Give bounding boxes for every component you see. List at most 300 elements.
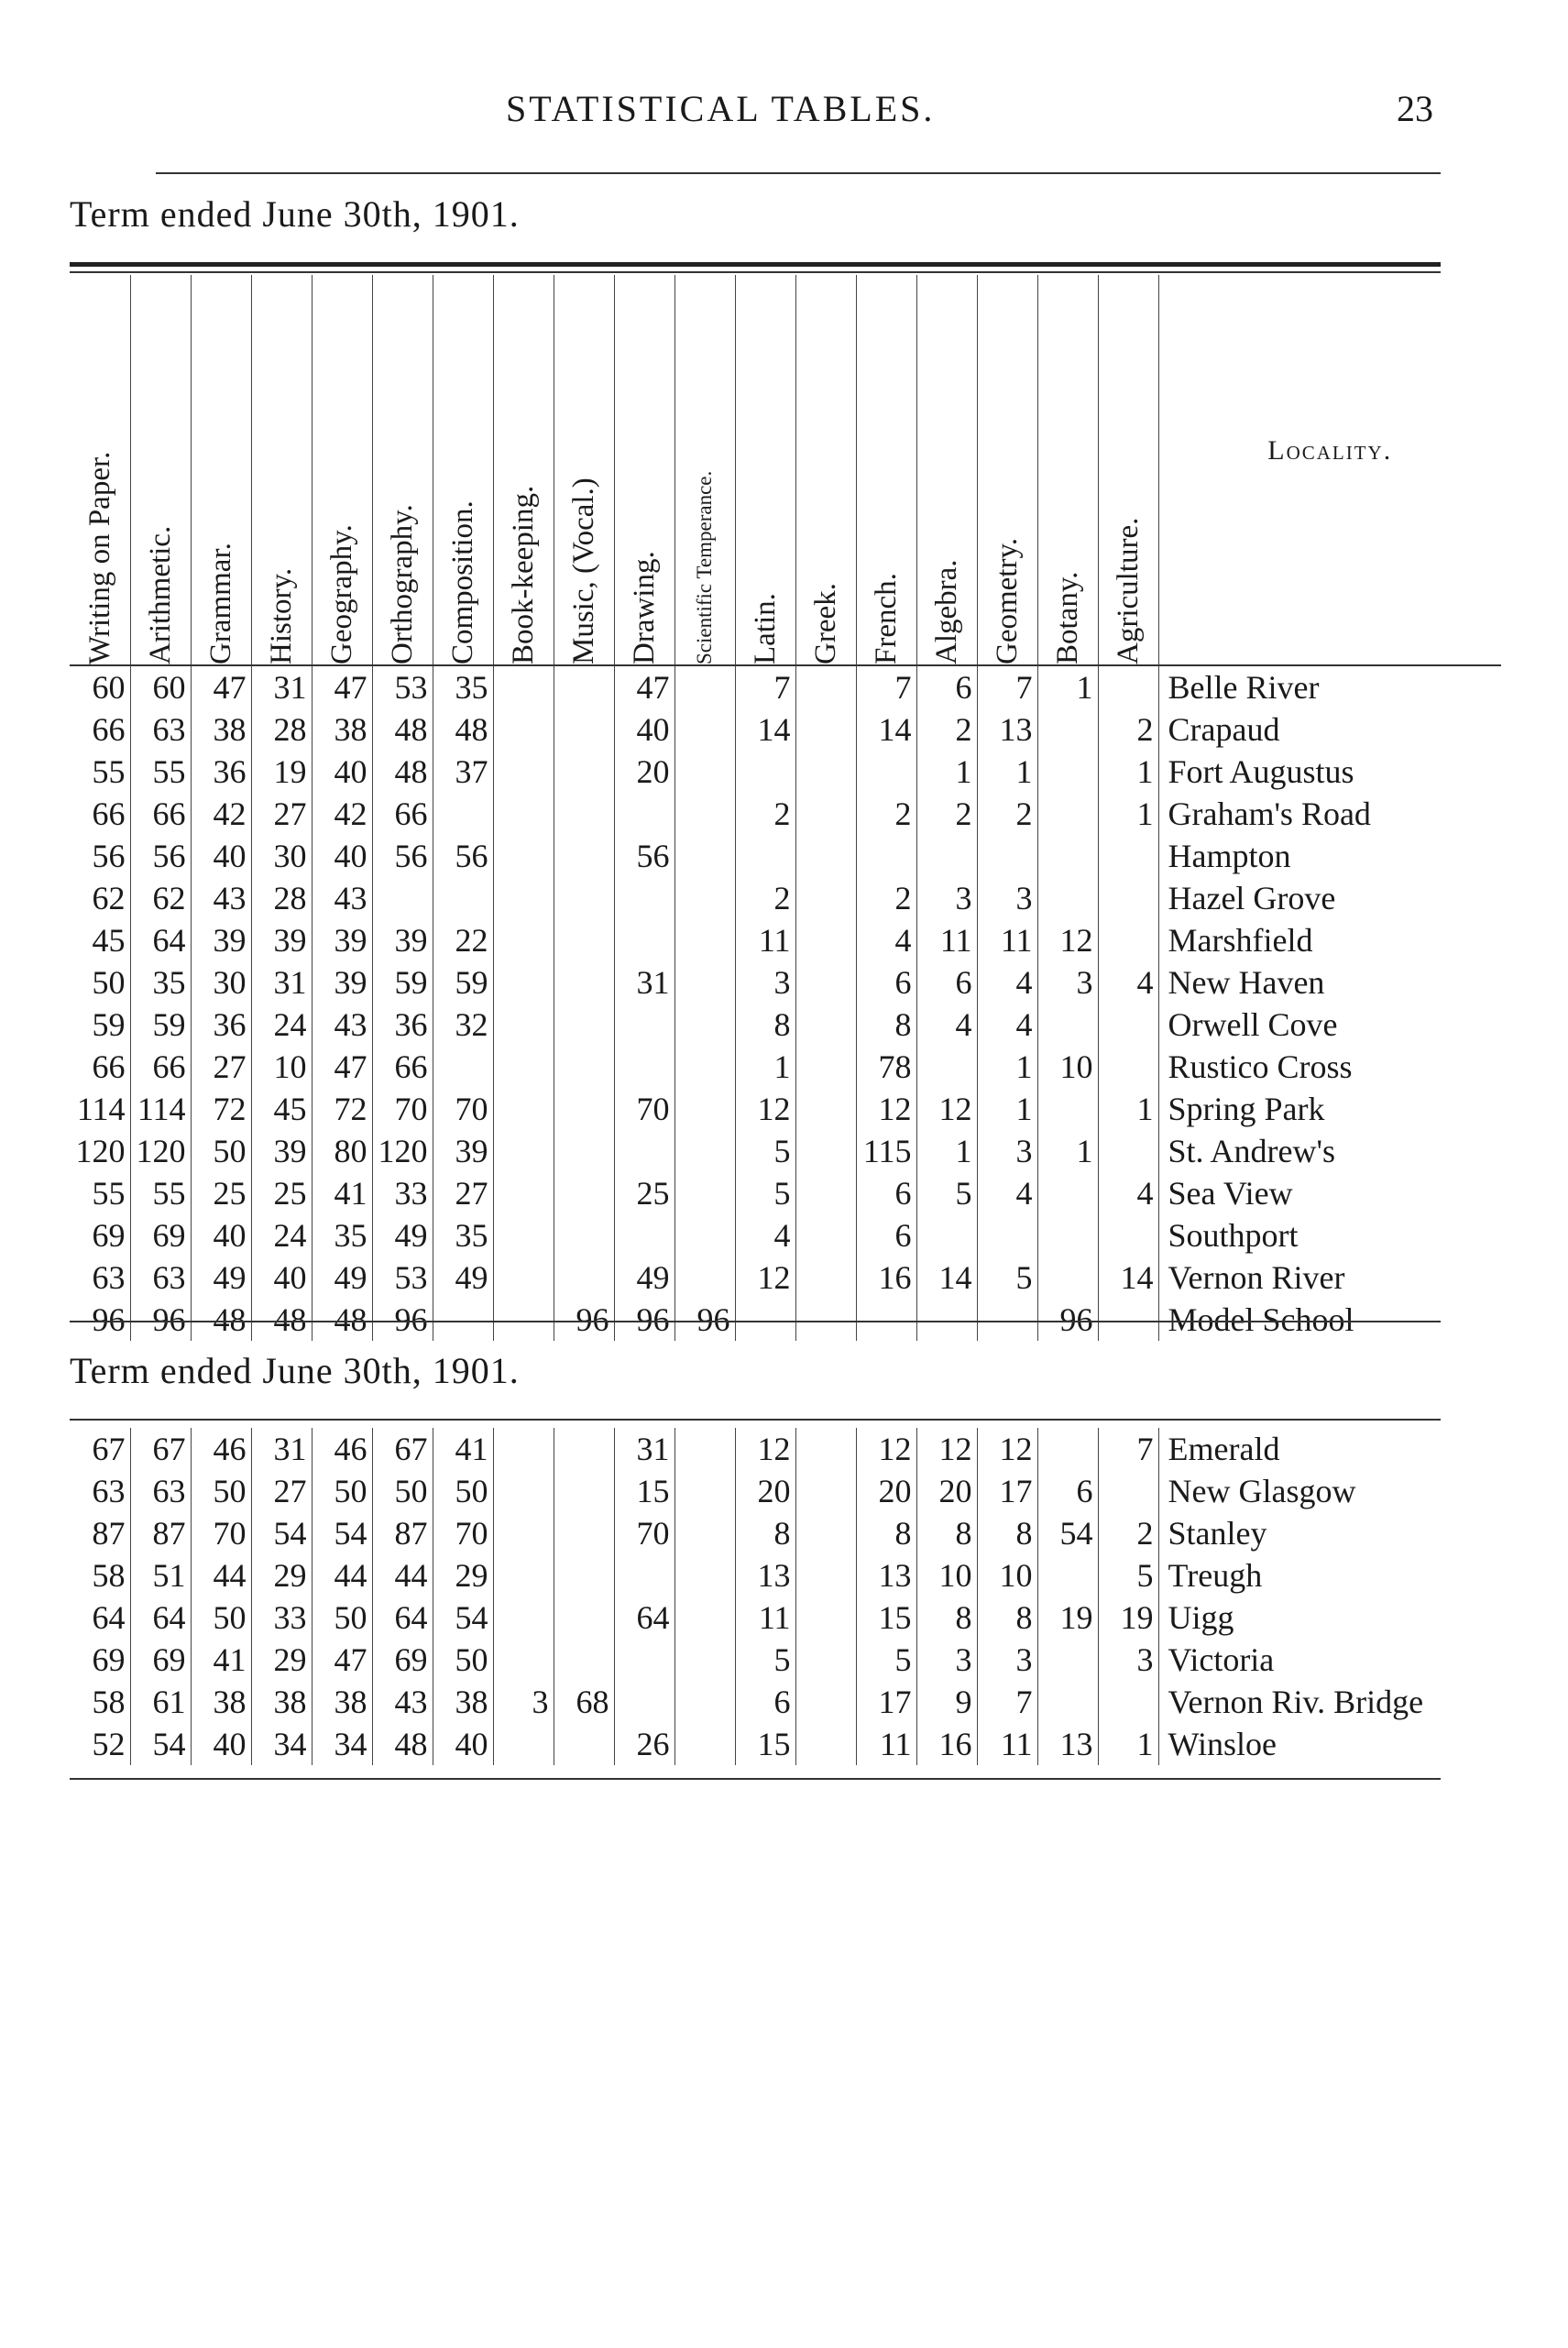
table-row <box>70 793 1501 835</box>
table-cell <box>795 877 856 919</box>
table-cell <box>977 835 1037 877</box>
locality-cell: Victoria <box>1158 1639 1501 1681</box>
table-cell <box>493 919 554 961</box>
table-cell: 30 <box>251 835 312 877</box>
table-cell: 54 <box>433 1596 493 1639</box>
table-cell: 43 <box>191 877 251 919</box>
page-number: 23 <box>1397 88 1433 129</box>
table-cell <box>1037 1639 1098 1681</box>
table-cell: 50 <box>191 1596 251 1639</box>
table-cell: 20 <box>735 1470 795 1512</box>
table-cell: 11 <box>977 1723 1037 1765</box>
table-cell: 4 <box>916 1004 977 1046</box>
table-cell <box>433 1046 493 1088</box>
table-cell: 49 <box>372 1214 433 1256</box>
table-cell <box>554 1428 614 1470</box>
table-cell <box>554 1554 614 1596</box>
table-cell <box>795 1596 856 1639</box>
table-cell: 3 <box>916 877 977 919</box>
table-cell: 56 <box>92 838 126 874</box>
column-header <box>1158 275 1501 665</box>
table-cell <box>493 708 554 751</box>
table-cell: 29 <box>251 1639 312 1681</box>
locality-cell: Hampton <box>1158 835 1501 877</box>
column-header <box>554 275 614 665</box>
table-cell: 58 <box>92 1684 126 1720</box>
table-cell: 67 <box>130 1428 191 1470</box>
table-cell: 66 <box>92 1048 126 1085</box>
table-cell: 28 <box>251 877 312 919</box>
table-cell: 69 <box>130 1639 191 1681</box>
table-cell: 40 <box>433 1723 493 1765</box>
table-cell: 40 <box>312 751 372 793</box>
table-cell: 41 <box>433 1428 493 1470</box>
table-cell: 7 <box>856 665 916 708</box>
table-cell <box>1098 1214 1158 1256</box>
table-cell <box>493 1172 554 1214</box>
table-cell: 8 <box>735 1004 795 1046</box>
table-cell: 96 <box>554 1299 614 1341</box>
table-cell: 1 <box>977 1046 1037 1088</box>
table-cell: 87 <box>92 1515 126 1552</box>
table-cell <box>674 1554 735 1596</box>
table-cell: 6 <box>916 961 977 1004</box>
table-cell: 5 <box>735 1172 795 1214</box>
table-cell: 27 <box>433 1172 493 1214</box>
table-cell <box>614 877 674 919</box>
table-cell: 66 <box>130 793 191 835</box>
table-cell: 6 <box>856 1214 916 1256</box>
table-cell: 2 <box>856 793 916 835</box>
table-cell: 64 <box>130 919 191 961</box>
column-header-label: Botany. <box>1051 571 1084 664</box>
locality-cell: Model School <box>1158 1299 1501 1341</box>
table-cell <box>1037 793 1098 835</box>
column-header-label: Greek. <box>809 583 842 664</box>
table-cell: 20 <box>916 1470 977 1512</box>
table-cell <box>795 1172 856 1214</box>
locality-cell: Emerald <box>1158 1428 1501 1470</box>
table-cell <box>1098 665 1158 708</box>
column-header <box>312 275 372 665</box>
table-cell: 61 <box>130 1681 191 1723</box>
table-cell: 48 <box>372 708 433 751</box>
column-header-label: Music, (Vocal.) <box>567 477 600 664</box>
table-cell <box>554 1256 614 1299</box>
table-cell: 7 <box>977 1681 1037 1723</box>
column-header-label: Book-keeping. <box>507 485 540 664</box>
table-cell <box>1098 1299 1158 1341</box>
table-cell: 48 <box>251 1299 312 1341</box>
table-cell: 3 <box>977 1639 1037 1681</box>
table-row <box>70 1046 1501 1088</box>
table-cell <box>554 1214 614 1256</box>
table-cell: 50 <box>191 1130 251 1172</box>
table-cell <box>795 1428 856 1470</box>
table-cell: 33 <box>372 1172 433 1214</box>
table-cell: 41 <box>312 1172 372 1214</box>
table-cell: 50 <box>312 1470 372 1512</box>
table-cell: 13 <box>1037 1723 1098 1765</box>
table-cell <box>554 1596 614 1639</box>
table-1-header-row <box>70 275 1501 665</box>
table-cell: 67 <box>372 1428 433 1470</box>
table-cell: 14 <box>856 708 916 751</box>
table-cell: 3 <box>977 1130 1037 1172</box>
table-cell: 13 <box>856 1554 916 1596</box>
table-cell: 25 <box>251 1172 312 1214</box>
table-cell: 63 <box>130 708 191 751</box>
table-cell: 37 <box>433 751 493 793</box>
table-cell: 15 <box>735 1723 795 1765</box>
table-cell: 50 <box>433 1639 493 1681</box>
table-cell: 5 <box>856 1639 916 1681</box>
table-cell: 120 <box>75 1133 126 1169</box>
table-cell: 20 <box>856 1470 916 1512</box>
table-cell: 15 <box>856 1596 916 1639</box>
table-cell <box>1098 919 1158 961</box>
table-cell: 66 <box>92 795 126 832</box>
table-cell: 39 <box>372 919 433 961</box>
table-cell: 26 <box>614 1723 674 1765</box>
table-cell <box>493 1004 554 1046</box>
table-cell: 66 <box>372 1046 433 1088</box>
table-cell: 59 <box>92 1006 126 1043</box>
table-cell <box>493 1130 554 1172</box>
table-cell: 10 <box>1037 1046 1098 1088</box>
table-cell <box>554 1470 614 1512</box>
table-cell: 13 <box>735 1554 795 1596</box>
table-cell: 36 <box>191 751 251 793</box>
table-cell: 3 <box>735 961 795 1004</box>
table-cell: 41 <box>191 1639 251 1681</box>
table-cell: 43 <box>312 877 372 919</box>
table-cell <box>795 751 856 793</box>
table-cell: 4 <box>977 961 1037 1004</box>
table-cell: 28 <box>251 708 312 751</box>
table-cell <box>554 793 614 835</box>
table-row <box>70 1299 1501 1341</box>
table-cell: 11 <box>735 1596 795 1639</box>
column-header-label: Agriculture. <box>1112 517 1145 664</box>
table-cell: 40 <box>251 1256 312 1299</box>
table-cell: 35 <box>433 665 493 708</box>
column-header-label: Geography. <box>325 524 358 664</box>
table-cell: 66 <box>130 1046 191 1088</box>
table-cell <box>1098 835 1158 877</box>
table-row <box>70 1088 1501 1130</box>
table-cell: 8 <box>977 1512 1037 1554</box>
table-cell: 2 <box>916 708 977 751</box>
table-row <box>70 1723 1501 1765</box>
table-cell: 59 <box>372 961 433 1004</box>
table-cell <box>795 1681 856 1723</box>
table-cell <box>674 1723 735 1765</box>
section-2-title: Term ended June 30th, 1901. <box>70 1350 520 1391</box>
table-cell: 47 <box>312 1046 372 1088</box>
table-cell <box>795 708 856 751</box>
table-cell: 40 <box>191 1723 251 1765</box>
table-cell: 51 <box>130 1554 191 1596</box>
table-cell: 36 <box>191 1004 251 1046</box>
table-cell: 14 <box>735 708 795 751</box>
table-cell: 27 <box>191 1046 251 1088</box>
table-cell: 12 <box>916 1428 977 1470</box>
table-cell: 38 <box>312 708 372 751</box>
table-cell: 17 <box>977 1470 1037 1512</box>
table-cell: 29 <box>433 1554 493 1596</box>
table-cell <box>735 835 795 877</box>
table-cell: 39 <box>433 1130 493 1172</box>
locality-cell: Stanley <box>1158 1512 1501 1554</box>
table-cell: 45 <box>92 922 126 959</box>
table-cell <box>493 1088 554 1130</box>
table-cell <box>493 793 554 835</box>
table-cell: 66 <box>372 793 433 835</box>
column-header-label: Geometry. <box>991 537 1024 664</box>
table-cell <box>493 1428 554 1470</box>
table-cell <box>493 751 554 793</box>
table-cell <box>614 793 674 835</box>
table-cell <box>493 961 554 1004</box>
table-cell: 39 <box>251 919 312 961</box>
table-cell: 12 <box>1037 919 1098 961</box>
table-cell: 12 <box>856 1088 916 1130</box>
table-cell: 55 <box>130 1172 191 1214</box>
table-cell: 69 <box>130 1214 191 1256</box>
table-row <box>70 1512 1501 1554</box>
table-cell <box>1037 877 1098 919</box>
locality-cell: Winsloe <box>1158 1723 1501 1765</box>
table-cell <box>554 1088 614 1130</box>
locality-cell: Rustico Cross <box>1158 1046 1501 1088</box>
table-cell: 2 <box>856 877 916 919</box>
table-row <box>70 1004 1501 1046</box>
table-cell: 96 <box>92 1301 126 1338</box>
table-cell: 64 <box>92 1599 126 1636</box>
table-cell: 10 <box>916 1554 977 1596</box>
table-cell <box>856 1299 916 1341</box>
table-row <box>70 877 1501 919</box>
table-cell: 52 <box>92 1726 126 1762</box>
table-cell <box>674 835 735 877</box>
table-cell <box>554 665 614 708</box>
table-cell <box>674 665 735 708</box>
table-cell: 49 <box>614 1256 674 1299</box>
table-cell: 2 <box>916 793 977 835</box>
table-cell <box>795 919 856 961</box>
column-header <box>493 275 554 665</box>
table-row <box>70 1596 1501 1639</box>
table-cell <box>795 1723 856 1765</box>
table-row <box>70 1256 1501 1299</box>
table-cell: 9 <box>916 1681 977 1723</box>
table-cell <box>674 961 735 1004</box>
table-cell: 87 <box>130 1512 191 1554</box>
table-cell <box>1037 1088 1098 1130</box>
column-header-label: Latin. <box>749 593 782 664</box>
table-cell: 50 <box>372 1470 433 1512</box>
table-cell <box>554 877 614 919</box>
table-cell: 8 <box>856 1004 916 1046</box>
table-cell: 20 <box>614 751 674 793</box>
locality-cell: Belle River <box>1158 665 1501 708</box>
table-cell: 56 <box>130 835 191 877</box>
table-cell <box>1037 751 1098 793</box>
table-cell <box>1037 1214 1098 1256</box>
table-cell: 35 <box>130 961 191 1004</box>
locality-cell: Hazel Grove <box>1158 877 1501 919</box>
table-cell: 2 <box>735 793 795 835</box>
table-cell <box>493 1214 554 1256</box>
table-cell: 31 <box>614 961 674 1004</box>
table-cell: 39 <box>312 919 372 961</box>
column-header <box>795 275 856 665</box>
table-cell <box>795 961 856 1004</box>
table-cell: 120 <box>372 1130 433 1172</box>
table-cell: 12 <box>735 1088 795 1130</box>
table-cell: 1 <box>735 1046 795 1088</box>
table-cell <box>554 1639 614 1681</box>
table-cell: 2 <box>1098 708 1158 751</box>
table-cell: 64 <box>130 1596 191 1639</box>
table-cell: 27 <box>251 793 312 835</box>
locality-cell: New Glasgow <box>1158 1470 1501 1512</box>
table-cell <box>674 1172 735 1214</box>
locality-cell: Southport <box>1158 1214 1501 1256</box>
table-cell <box>674 1596 735 1639</box>
table-cell <box>977 1299 1037 1341</box>
table-cell: 44 <box>191 1554 251 1596</box>
table-cell: 59 <box>433 961 493 1004</box>
locality-cell: Spring Park <box>1158 1088 1501 1130</box>
table-cell: 19 <box>1098 1596 1158 1639</box>
table-cell: 96 <box>130 1299 191 1341</box>
table-cell: 46 <box>191 1428 251 1470</box>
table-cell <box>916 1046 977 1088</box>
table-row <box>70 1470 1501 1512</box>
table-cell: 4 <box>735 1214 795 1256</box>
table-cell <box>614 1554 674 1596</box>
table-cell: 96 <box>372 1299 433 1341</box>
table-cell: 31 <box>251 1428 312 1470</box>
table-cell <box>674 1004 735 1046</box>
locality-cell: Vernon River <box>1158 1256 1501 1299</box>
table-cell <box>493 1596 554 1639</box>
table-cell: 43 <box>312 1004 372 1046</box>
table-cell: 45 <box>251 1088 312 1130</box>
table-cell <box>493 1639 554 1681</box>
table-cell <box>674 708 735 751</box>
table-cell <box>493 1046 554 1088</box>
table-row <box>70 1639 1501 1681</box>
table-cell: 3 <box>1037 961 1098 1004</box>
table-cell: 10 <box>251 1046 312 1088</box>
table-cell: 33 <box>251 1596 312 1639</box>
table-cell: 13 <box>977 708 1037 751</box>
locality-cell: Uigg <box>1158 1596 1501 1639</box>
table-cell: 12 <box>977 1428 1037 1470</box>
table-cell: 60 <box>92 669 126 706</box>
table-cell <box>674 1256 735 1299</box>
column-header-label: Drawing. <box>628 551 661 664</box>
table-cell <box>554 751 614 793</box>
table-cell: 67 <box>92 1431 126 1467</box>
locality-cell: Graham's Road <box>1158 793 1501 835</box>
table-cell: 70 <box>433 1088 493 1130</box>
table-cell <box>856 835 916 877</box>
table-cell: 96 <box>1037 1299 1098 1341</box>
locality-cell: Crapaud <box>1158 708 1501 751</box>
locality-cell: Sea View <box>1158 1172 1501 1214</box>
table-cell: 56 <box>614 835 674 877</box>
table-cell: 1 <box>977 751 1037 793</box>
table-cell <box>795 1214 856 1256</box>
locality-cell: Orwell Cove <box>1158 1004 1501 1046</box>
table-cell: 27 <box>251 1470 312 1512</box>
table-row <box>70 835 1501 877</box>
table-cell: 70 <box>372 1088 433 1130</box>
table-cell: 16 <box>856 1256 916 1299</box>
table-cell: 55 <box>92 753 126 790</box>
table-cell: 120 <box>130 1130 191 1172</box>
table-cell: 17 <box>856 1681 916 1723</box>
table-cell <box>614 1639 674 1681</box>
table-cell <box>493 1723 554 1765</box>
table-cell: 40 <box>191 1214 251 1256</box>
table-cell: 6 <box>856 1172 916 1214</box>
table-cell <box>1098 877 1158 919</box>
table-cell: 70 <box>614 1512 674 1554</box>
table-cell <box>674 793 735 835</box>
table-cell: 6 <box>1037 1470 1098 1512</box>
locality-cell: Vernon Riv. Bridge <box>1158 1681 1501 1723</box>
table-cell <box>674 1639 735 1681</box>
table-cell: 3 <box>977 877 1037 919</box>
table-cell <box>1037 708 1098 751</box>
table-cell <box>554 919 614 961</box>
table-cell: 4 <box>977 1172 1037 1214</box>
table-cell <box>493 1554 554 1596</box>
table-cell: 80 <box>312 1130 372 1172</box>
column-header <box>1098 275 1158 665</box>
table-cell: 40 <box>614 708 674 751</box>
table-cell: 115 <box>856 1130 916 1172</box>
table-cell: 2 <box>1098 1512 1158 1554</box>
table-cell: 11 <box>977 919 1037 961</box>
table-cell <box>1037 835 1098 877</box>
table-cell: 1 <box>1098 1723 1158 1765</box>
table-cell <box>1098 1470 1158 1512</box>
statistics-table-1 <box>70 275 1501 1341</box>
table-row <box>70 665 1501 708</box>
table-cell <box>795 1088 856 1130</box>
table-cell: 24 <box>251 1214 312 1256</box>
table-cell: 31 <box>614 1428 674 1470</box>
table-cell: 35 <box>433 1214 493 1256</box>
table-cell: 56 <box>433 835 493 877</box>
table-cell: 114 <box>76 1091 126 1127</box>
table-cell <box>554 1130 614 1172</box>
table-cell: 8 <box>916 1596 977 1639</box>
table-cell: 1 <box>916 1130 977 1172</box>
table-cell: 64 <box>372 1596 433 1639</box>
table-cell: 44 <box>312 1554 372 1596</box>
column-header-label: History. <box>265 567 298 664</box>
table-cell: 54 <box>130 1723 191 1765</box>
table-cell: 54 <box>1037 1512 1098 1554</box>
table-cell: 55 <box>92 1175 126 1212</box>
